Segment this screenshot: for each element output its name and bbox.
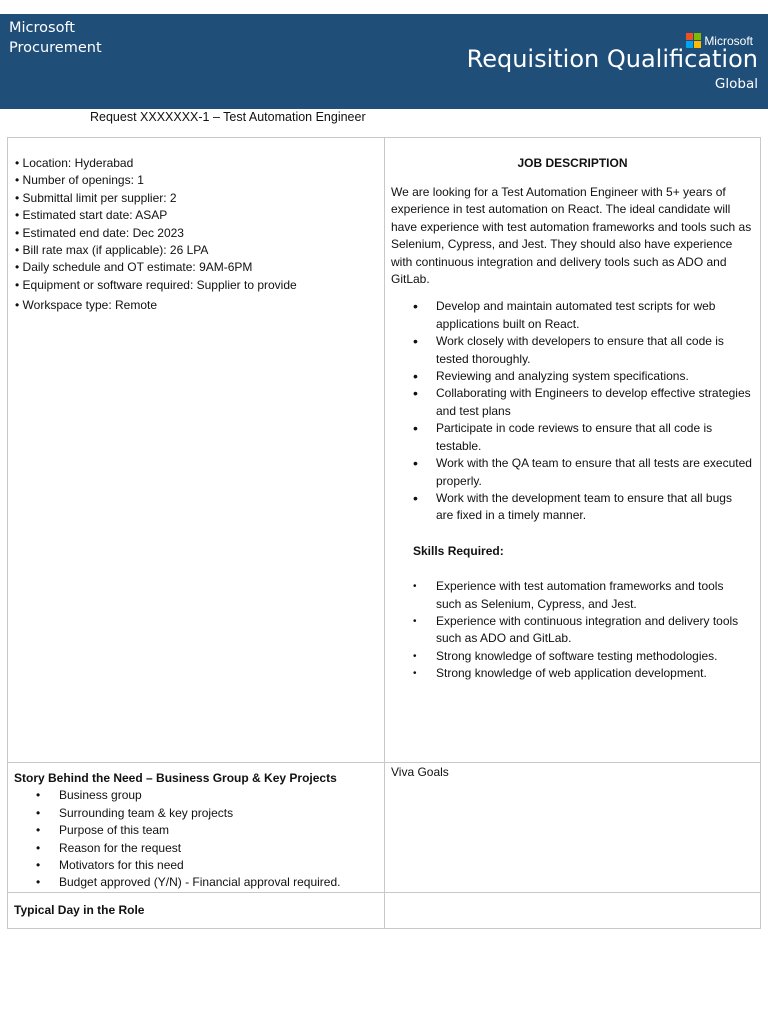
list-item: • Experience with test automation frameworks and tools such as Selenium, Cypress, and Jest. <box>436 578 752 613</box>
detail-workspace: • Workspace type: Remote <box>15 298 158 313</box>
list-item: • Budget approved (Y/N) - Financial approval required. <box>59 874 384 891</box>
list-item: • Develop and maintain automated test scripts for web applications built on React. <box>436 298 752 333</box>
story-row <box>8 763 761 893</box>
skills-list <box>385 578 752 682</box>
logo-square-green <box>694 33 701 40</box>
detail-end-date: • Estimated end date: Dec 2023 <box>15 225 184 240</box>
typical-day-row <box>8 893 761 929</box>
list-item: • Strong knowledge of web application development. <box>436 665 752 682</box>
list-item: • Reviewing and analyzing system specifications. <box>436 368 752 385</box>
typical-day-answer-cell <box>385 893 761 929</box>
typical-day-title: Typical Day in the Role <box>14 903 145 917</box>
document-header <box>0 14 768 109</box>
detail-start-date: • Estimated start date: ASAP <box>15 208 168 223</box>
logo-square-red <box>686 33 693 40</box>
details-cell <box>8 138 385 763</box>
list-item: • Work with the development team to ensure that all bugs are fixed in a timely manner. <box>436 490 752 525</box>
list-item: • Strong knowledge of software testing methodologies. <box>436 648 752 665</box>
detail-schedule: • Daily schedule and OT estimate: 9AM-6PM <box>15 260 253 275</box>
org-name: Microsoft Procurement <box>9 20 102 56</box>
typical-day-cell <box>8 893 385 929</box>
list-item: • Experience with continuous integration and delivery tools such as ADO and GitLab. <box>436 613 752 648</box>
responsibilities-list <box>385 298 752 524</box>
list-item: • Surrounding team & key projects <box>59 805 384 822</box>
story-answer-cell <box>385 763 761 893</box>
story-answer: Viva Goals <box>391 765 449 779</box>
list-item: • Motivators for this need <box>59 857 384 874</box>
request-line: Request XXXXXXX-1 – Test Automation Engineer <box>90 110 366 124</box>
job-description-title: JOB DESCRIPTION <box>517 156 628 170</box>
list-item: • Collaborating with Engineers to develop effective strategies and test plans <box>436 385 752 420</box>
details-list <box>8 138 384 315</box>
requisition-table <box>7 137 761 929</box>
list-item: • Work closely with developers to ensure that all code is tested thoroughly. <box>436 333 752 368</box>
story-cell <box>8 763 385 893</box>
list-item: • Reason for the request <box>59 840 384 857</box>
list-item: • Business group <box>59 787 384 804</box>
story-title: Story Behind the Need – Business Group & Key Projects <box>14 771 337 785</box>
detail-submittal-limit: • Submittal limit per supplier: 2 <box>15 190 177 205</box>
job-description-cell <box>385 138 761 763</box>
list-item: • Participate in code reviews to ensure that all code is testable. <box>436 420 752 455</box>
document-title: Requisition Qualification <box>466 45 758 73</box>
job-description-intro: We are looking for a Test Automation Engineer with 5+ years of experience in test automation on React. The ideal candidate will have experience with test automation frameworks and tools such as Selenium, Cypress, and Jest. They should also have experience with continuous integration and delivery tools such as ADO and GitLab. <box>391 185 752 287</box>
story-list <box>8 787 384 891</box>
microsoft-logo-text: Microsoft <box>704 33 753 48</box>
detail-openings: • Number of openings: 1 <box>15 173 144 188</box>
list-item: • Purpose of this team <box>59 822 384 839</box>
detail-equipment: • Equipment or software required: Supplier to provide <box>15 277 297 292</box>
list-item: • Work with the QA team to ensure that all tests are executed properly. <box>436 455 752 490</box>
detail-bill-rate: • Bill rate max (if applicable): 26 LPA <box>15 243 209 258</box>
region-label: Global <box>714 76 758 92</box>
skills-title: Skills Required: <box>413 543 504 558</box>
details-row <box>8 138 761 763</box>
detail-location: • Location: Hyderabad <box>15 156 134 170</box>
